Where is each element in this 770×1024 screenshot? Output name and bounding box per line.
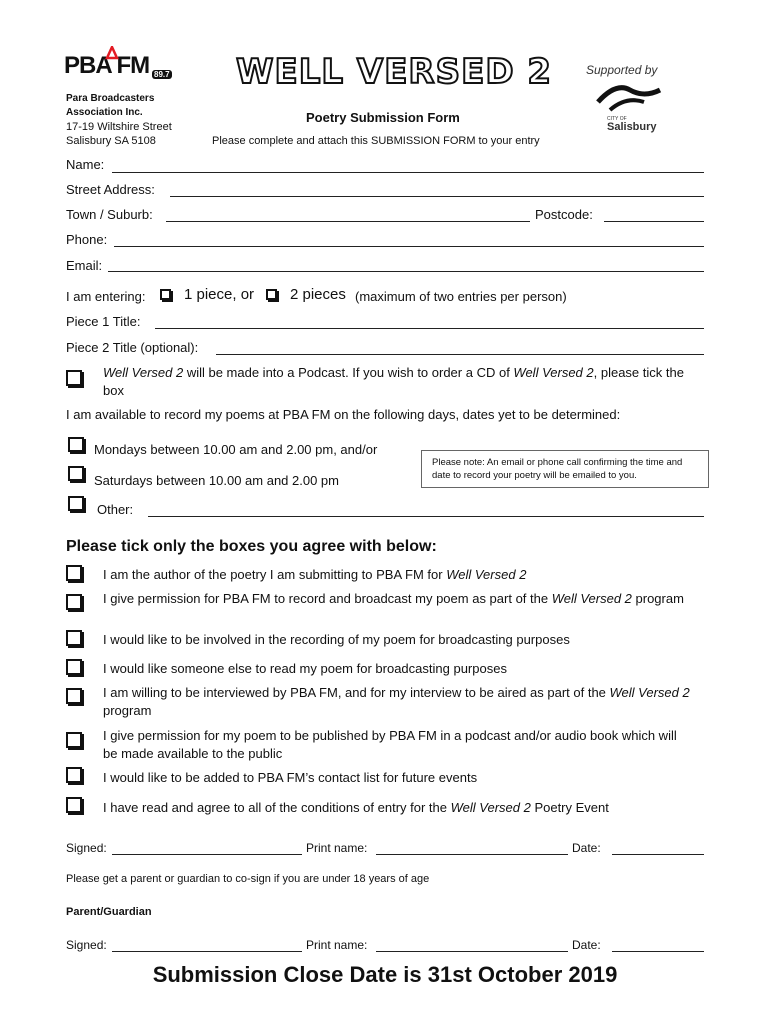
recording-note-box [421, 450, 709, 488]
agree-involved-checkbox[interactable] [66, 630, 82, 646]
postcode-field[interactable] [604, 221, 704, 222]
agree-broadcast-checkbox[interactable] [66, 594, 82, 610]
agree-broadcast-pre: I give permission for PBA FM to record and broadcast my poem as part of the [103, 591, 552, 606]
date-label: Date: [572, 841, 601, 855]
piece2-label: Piece 2 Title (optional): [66, 340, 199, 355]
cd-italic-2: Well Versed 2 [513, 365, 594, 380]
other-field[interactable] [148, 516, 704, 517]
hills-icon [596, 80, 662, 112]
org-name-1: Para Broadcasters [66, 93, 155, 104]
agree-conditions-text [103, 799, 703, 817]
cd-italic-1: Well Versed 2 [103, 365, 184, 380]
address-line-2: Salisbury SA 5108 [66, 135, 156, 147]
station-logo-text: PBA FM [64, 52, 150, 79]
cd-order-text [103, 364, 703, 400]
recording-note-text: Please note: An email or phone call confirming the time and date to record your poetry will be emailed to you. [432, 457, 683, 481]
suburb-label: Town / Suburb: [66, 207, 153, 222]
agree-conditions-pre: I have read and agree to all of the conditions of entry for the [103, 800, 451, 815]
agree-interview-pre: I am willing to be interviewed by PBA FM, and for my interview to be aired as part of the [103, 685, 610, 700]
postcode-label: Postcode: [535, 207, 593, 222]
one-piece-checkbox[interactable] [160, 289, 171, 300]
other-label: Other: [97, 502, 134, 517]
agree-publish-text: I give permission for my poem to be published by PBA FM in a podcast and/or audio book which will be made available to the public [103, 728, 677, 761]
other-checkbox[interactable] [68, 496, 84, 511]
print-name-field[interactable] [376, 854, 568, 855]
guardian-signed-field[interactable] [112, 951, 302, 952]
email-label: Email: [66, 258, 103, 273]
agree-involved-text: I would like to be involved in the recording of my poem for broadcasting purposes [103, 632, 570, 647]
station-freq: 89.7 [154, 70, 170, 79]
print-name-label: Print name: [306, 841, 368, 855]
one-piece-label: 1 piece, or [184, 286, 255, 303]
agree-author-checkbox[interactable] [66, 565, 82, 581]
agree-someone-else-checkbox[interactable] [66, 659, 82, 675]
street-field[interactable] [170, 196, 704, 197]
guardian-print-name-field[interactable] [376, 951, 568, 952]
two-pieces-label: 2 pieces [290, 286, 346, 303]
saturdays-label: Saturdays between 10.00 am and 2.00 pm [94, 473, 339, 488]
suburb-field[interactable] [166, 221, 530, 222]
agree-conditions-post: Poetry Event [530, 800, 609, 815]
agree-publish-checkbox[interactable] [66, 732, 82, 748]
agree-interview-em: Well Versed 2 [609, 685, 690, 700]
agree-interview-checkbox[interactable] [66, 688, 82, 704]
address-line-1: 17-19 Wiltshire Street [66, 121, 172, 133]
email-field[interactable] [108, 271, 704, 272]
signed-label: Signed: [66, 841, 107, 855]
sponsor-small-text: CITY OF [607, 116, 627, 122]
agree-author-em: Well Versed 2 [446, 567, 527, 582]
flame-icon [105, 46, 119, 60]
agree-contact-list-checkbox[interactable] [66, 767, 82, 783]
agreements-heading: Please tick only the boxes you agree with below: [66, 538, 437, 555]
agree-interview-text [103, 684, 703, 720]
two-pieces-checkbox[interactable] [266, 289, 277, 300]
date-field[interactable] [612, 854, 704, 855]
guardian-signed-label: Signed: [66, 938, 107, 952]
max-entries-note: (maximum of two entries per person) [355, 289, 567, 304]
agree-author-pre: I am the author of the poetry I am submitting to PBA FM for [103, 567, 447, 582]
piece1-label: Piece 1 Title: [66, 314, 141, 329]
signed-field[interactable] [112, 854, 302, 855]
mondays-label: Mondays between 10.00 am and 2.00 pm, and/or [94, 442, 378, 457]
agree-broadcast-post: program [631, 591, 684, 606]
form-instruction: Please complete and attach this SUBMISSION FORM to your entry [212, 135, 540, 147]
org-name-2: Association Inc. [66, 107, 143, 118]
guardian-date-field[interactable] [612, 951, 704, 952]
guardian-date-label: Date: [572, 938, 601, 952]
street-label: Street Address: [66, 182, 155, 197]
cd-order-checkbox[interactable] [66, 370, 82, 386]
agree-conditions-checkbox[interactable] [66, 797, 82, 813]
agree-someone-else-text: I would like someone else to read my poem for broadcasting purposes [103, 661, 507, 676]
name-field[interactable] [112, 172, 704, 173]
supported-by-label: Supported by [586, 63, 658, 77]
sponsor-logo [596, 80, 666, 136]
form-title: Poetry Submission Form [306, 110, 460, 125]
agree-author-text [103, 566, 703, 584]
piece1-field[interactable] [155, 328, 704, 329]
phone-label: Phone: [66, 232, 108, 247]
cd-text-2: , please tick the box [103, 365, 684, 398]
submission-close-date: Submission Close Date is 31st October 2019 [152, 962, 618, 987]
guardian-heading: Parent/Guardian [66, 906, 152, 918]
guardian-note: Please get a parent or guardian to co-sign if you are under 18 years of age [66, 873, 430, 885]
name-label: Name: [66, 157, 105, 172]
cd-text-1: will be made into a Podcast. If you wish to order a CD of [183, 365, 514, 380]
event-title: WELL VERSED 2 [236, 52, 553, 92]
agree-conditions-em: Well Versed 2 [450, 800, 531, 815]
agree-broadcast-em: Well Versed 2 [551, 591, 632, 606]
sponsor-name: Salisbury [607, 121, 657, 133]
station-logo [64, 52, 174, 86]
mondays-checkbox[interactable] [68, 437, 84, 452]
saturdays-checkbox[interactable] [68, 466, 84, 481]
guardian-print-name-label: Print name: [306, 938, 368, 952]
agree-contact-list-text: I would like to be added to PBA FM’s contact list for future events [103, 770, 478, 785]
piece2-field[interactable] [216, 354, 704, 355]
agree-broadcast-text [103, 590, 703, 608]
agree-interview-post: program [103, 703, 152, 718]
availability-intro: I am available to record my poems at PBA FM on the following days, dates yet to be determined: [66, 407, 621, 422]
phone-field[interactable] [114, 246, 704, 247]
entering-label: I am entering: [66, 289, 146, 304]
org-address [66, 92, 172, 148]
